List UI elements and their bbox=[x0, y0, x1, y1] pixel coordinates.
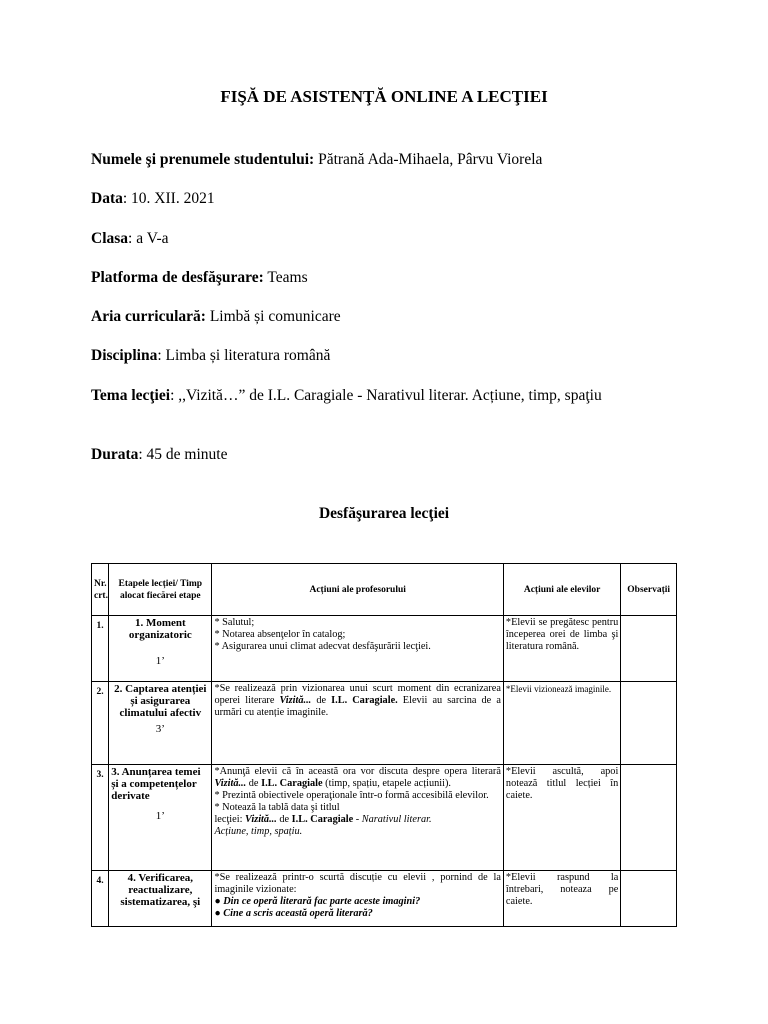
table-row bbox=[92, 871, 677, 927]
lesson-table bbox=[91, 563, 677, 927]
field-value: Pătrană Ada-Mihaela, Pârvu Viorela bbox=[318, 151, 543, 168]
row-number: 1. bbox=[92, 616, 109, 682]
header-nr: Nr. crt. bbox=[92, 564, 109, 616]
row-observatii bbox=[621, 616, 677, 682]
row-etapa bbox=[109, 616, 212, 682]
profesor-item: Acțiune, timp, spațiu. bbox=[214, 826, 303, 837]
etapa-title: 3. Anunțarea temei și a competențelor derivate bbox=[111, 766, 201, 802]
profesor-text: de bbox=[311, 695, 332, 706]
profesor-item bbox=[214, 766, 500, 790]
row-number: 4. bbox=[92, 871, 109, 927]
profesor-question: ● Cine a scris această operă literară? bbox=[214, 908, 373, 919]
work-title: Vizită... bbox=[279, 695, 312, 706]
field-label: Numele şi prenumele studentului bbox=[91, 151, 310, 168]
author-name: I.L. Caragiale bbox=[291, 814, 354, 825]
author-name: I.L. Caragiale bbox=[261, 778, 323, 789]
field-label: Disciplina bbox=[91, 347, 158, 364]
field-date: Data: 10. XII. 2021 bbox=[91, 190, 215, 207]
profesor-item: * Prezintă obiectivele operaţionale într-o formă accesibilă elevilor. bbox=[214, 790, 489, 801]
row-profesor bbox=[212, 765, 503, 871]
field-lesson-theme: Tema lecţiei: ,,Vizită…” de I.L. Caragiale - Narativul literar. Acțiune, timp, spaţiu bbox=[91, 387, 602, 404]
author-name: I.L. Caragiale. bbox=[331, 695, 398, 706]
etapa-title: 2. Captarea atenției și asigurarea climatului afectiv bbox=[114, 683, 207, 719]
profesor-text: de bbox=[276, 814, 292, 825]
header-observatii: Observații bbox=[621, 564, 677, 616]
profesor-item: * Salutul; bbox=[214, 617, 255, 628]
field-value: 10. XII. 2021 bbox=[131, 190, 215, 207]
table-row bbox=[92, 616, 677, 682]
etapa-time: 3’ bbox=[155, 723, 165, 735]
field-value: 45 de minute bbox=[146, 446, 228, 463]
field-value: ,,Vizită…” de I.L. Caragiale - Narativul literar. Acțiune, timp, spaţiu bbox=[178, 387, 602, 404]
row-observatii bbox=[621, 871, 677, 927]
row-profesor bbox=[212, 616, 503, 682]
field-duration: Durata: 45 de minute bbox=[91, 446, 228, 463]
field-student-names: Numele şi prenumele studentului: Pătrană Ada-Mihaela, Pârvu Viorela bbox=[91, 151, 543, 168]
field-label: Durata bbox=[91, 446, 139, 463]
profesor-text: *Anunţă elevii că în această ora vor discuta despre opera literară bbox=[214, 766, 501, 777]
field-label: Tema lecţiei bbox=[91, 387, 171, 404]
field-value: a V-a bbox=[136, 230, 169, 247]
field-value: Limba și literatura română bbox=[165, 347, 331, 364]
work-title: Vizită... bbox=[214, 778, 247, 789]
table-header-row bbox=[92, 564, 677, 616]
field-label: Clasa bbox=[91, 230, 129, 247]
field-label: Platforma de desfăşurare bbox=[91, 269, 259, 286]
etapa-title: 4. Verificarea, reactualizare, sistematizarea, şi bbox=[120, 872, 201, 908]
field-value: Teams bbox=[267, 269, 308, 286]
field-curricular-area: Aria curriculară: Limbă și comunicare bbox=[91, 308, 341, 325]
profesor-text: - Narativul literar. bbox=[353, 814, 432, 825]
etapa-time: 1’ bbox=[155, 810, 165, 822]
row-number: 2. bbox=[92, 682, 109, 765]
field-discipline: Disciplina: Limba și literatura română bbox=[91, 347, 331, 364]
row-observatii bbox=[621, 682, 677, 765]
etapa-title: 1. Moment organizatoric bbox=[128, 617, 192, 641]
row-etapa bbox=[109, 682, 212, 765]
field-value: Limbă și comunicare bbox=[209, 308, 341, 325]
field-class: Clasa: a V-a bbox=[91, 230, 169, 247]
table-row bbox=[92, 765, 677, 871]
profesor-text: lecţiei: bbox=[214, 814, 246, 825]
profesor-text: (timp, spațiu, etapele acțiunii). bbox=[322, 778, 451, 789]
profesor-item: * Asigurarea unui climat adecvat desfăşurării lecţiei. bbox=[214, 641, 431, 652]
profesor-text: de bbox=[246, 778, 262, 789]
field-label: Aria curriculară bbox=[91, 308, 201, 325]
row-observatii bbox=[621, 765, 677, 871]
row-profesor bbox=[212, 871, 503, 927]
header-profesor: Acțiuni ale profesorului bbox=[212, 564, 503, 616]
profesor-text: *Se realizează prin vizionarea unui scurt moment din ecranizarea operei literare bbox=[214, 683, 501, 706]
header-elevi: Acțiuni ale elevilor bbox=[503, 564, 620, 616]
document-title: FIŞĂ DE ASISTENŢĂ ONLINE A LECŢIEI bbox=[220, 87, 548, 106]
field-label: Data bbox=[91, 190, 123, 207]
profesor-question: ● Din ce operă literară fac parte aceste imagini? bbox=[214, 896, 421, 907]
row-etapa bbox=[109, 765, 212, 871]
work-title: Vizită... bbox=[245, 814, 277, 825]
row-elevi: *Elevii vizionează imaginile. bbox=[503, 682, 620, 765]
profesor-item: * Notarea absenţelor în catalog; bbox=[214, 629, 346, 640]
profesor-item: *Se realizează printr-o scurtă discuție cu elevii , pornind de la imaginile vizionate: bbox=[214, 872, 501, 895]
row-etapa bbox=[109, 871, 212, 927]
header-etapa: Etapele lecției/ Timp alocat fiecărei etape bbox=[109, 564, 212, 616]
profesor-item: * Notează la tablă data şi titlul bbox=[214, 802, 340, 813]
row-profesor bbox=[212, 682, 503, 765]
table-row bbox=[92, 682, 677, 765]
field-platform: Platforma de desfăşurare: Teams bbox=[91, 269, 308, 286]
section-title: Desfăşurarea lecţiei bbox=[318, 505, 450, 522]
profesor-text: Elevii au sarcina de a urmări cu atenție imaginile. bbox=[214, 695, 501, 718]
row-elevi: *Elevii raspund la întrebari, noteaza pe caiete. bbox=[503, 871, 620, 927]
row-number: 3. bbox=[92, 765, 109, 871]
row-elevi: *Elevii se pregătesc pentru începerea orei de limba şi literatura română. bbox=[503, 616, 620, 682]
etapa-time: 1’ bbox=[155, 655, 165, 667]
profesor-item bbox=[214, 814, 500, 826]
row-elevi: *Elevii ascultă, apoi notează titlul lecției în caiete. bbox=[503, 765, 620, 871]
